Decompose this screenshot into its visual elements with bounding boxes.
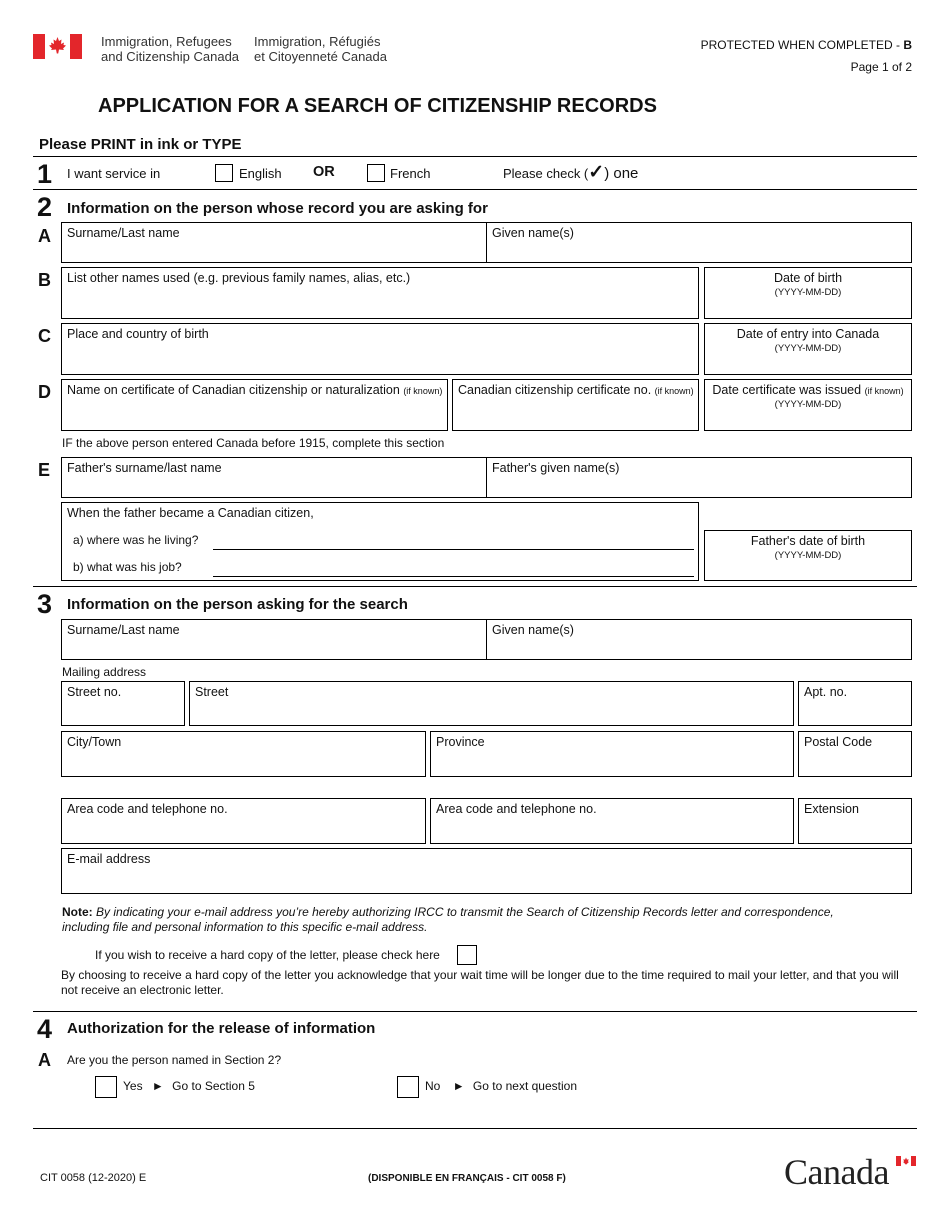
service-language-label: I want service in <box>67 166 161 181</box>
email-note: Note: By indicating your e-mail address you’re hereby authorizing IRCC to transmit the Search of Citizenship Records letter and correspondence, including file and personal information to this specific e-mail address. <box>62 905 834 934</box>
no-checkbox[interactable] <box>397 1076 419 1098</box>
row-letter: C <box>38 326 51 346</box>
section-1-number: 1 <box>37 159 53 189</box>
english-checkbox[interactable] <box>215 164 233 182</box>
wordmark-flag-icon <box>896 1156 916 1166</box>
telephone-field-2[interactable]: Area code and telephone no. <box>430 798 794 844</box>
row-letter: A <box>38 1050 51 1070</box>
canada-wordmark: Canada <box>784 1152 916 1192</box>
please-check-one: Please check (✓) one <box>503 162 639 183</box>
row-letter: E <box>38 460 51 480</box>
divider <box>33 1011 917 1012</box>
yes-option: Yes ► Go to Section 5 <box>123 1079 255 1093</box>
city-field[interactable]: City/Town <box>61 731 426 777</box>
divider <box>33 156 917 157</box>
footer-divider <box>33 1128 917 1129</box>
section-3-title: Information on the person asking for the search <box>67 596 408 613</box>
french-label: French <box>390 166 431 181</box>
father-given-names-field[interactable]: Father's given name(s) <box>486 457 912 498</box>
english-label: English <box>239 166 282 181</box>
french-checkbox[interactable] <box>367 164 385 182</box>
divider <box>33 189 917 190</box>
yes-checkbox[interactable] <box>95 1076 117 1098</box>
certificate-name-field[interactable]: Name on certificate of Canadian citizenship or naturalization (if known) <box>61 379 448 431</box>
postal-code-field[interactable]: Postal Code <box>798 731 912 777</box>
father-living-label: a) where was he living? <box>73 533 199 547</box>
instruction: Please PRINT in ink or TYPE <box>39 136 242 153</box>
section-4-number: 4 <box>37 1014 53 1044</box>
checkmark-icon: ✓ <box>588 162 605 183</box>
requester-surname-field[interactable]: Surname/Last name <box>61 619 487 660</box>
certificate-number-field[interactable]: Canadian citizenship certificate no. (if known) <box>452 379 699 431</box>
french-availability: (DISPONIBLE EN FRANÇAIS - CIT 0058 F) <box>368 1173 566 1184</box>
father-date-of-birth-field[interactable]: Father's date of birth (YYYY-MM-DD) <box>704 530 912 581</box>
extension-field[interactable]: Extension <box>798 798 912 844</box>
no-option: No ► Go to next question <box>425 1079 577 1093</box>
arrow-right-icon: ► <box>151 1079 164 1093</box>
page-number: Page 1 of 2 <box>850 60 912 74</box>
form-identifier: CIT 0058 (12-2020) E <box>40 1172 147 1184</box>
department-name-en: Immigration, Refugees and Citizenship Canada <box>101 34 240 64</box>
divider <box>33 586 917 587</box>
section-4-title: Authorization for the release of information <box>67 1020 376 1037</box>
father-living-input[interactable] <box>213 535 694 550</box>
arrow-right-icon: ► <box>452 1079 465 1093</box>
page-title: APPLICATION FOR A SEARCH OF CITIZENSHIP RECORDS <box>98 95 657 117</box>
mailing-address-label: Mailing address <box>62 665 147 679</box>
apartment-number-field[interactable]: Apt. no. <box>798 681 912 726</box>
date-of-entry-field[interactable]: Date of entry into Canada (YYYY-MM-DD) <box>704 323 912 375</box>
street-number-field[interactable]: Street no. <box>61 681 185 726</box>
row-letter: B <box>38 270 51 290</box>
father-job-input[interactable] <box>213 562 694 577</box>
section-2-number: 2 <box>37 192 53 222</box>
father-citizenship-box: When the father became a Canadian citizen, a) where was he living? b) what was his job? <box>61 502 699 581</box>
other-names-field[interactable]: List other names used (e.g. previous family names, alias, etc.) <box>61 267 699 319</box>
protection-level: PROTECTED WHEN COMPLETED - B <box>700 38 912 52</box>
department-name-fr: Immigration, Réfugiés et Citoyenneté Canada <box>254 34 387 64</box>
section-3-number: 3 <box>37 589 53 619</box>
father-surname-field[interactable]: Father's surname/last name <box>61 457 487 498</box>
certificate-date-field[interactable]: Date certificate was issued (if known) (YYYY-MM-DD) <box>704 379 912 431</box>
before-1915-note: IF the above person entered Canada before 1915, complete this section <box>62 436 445 450</box>
hard-copy-label: If you wish to receive a hard copy of the letter, please check here <box>95 948 440 962</box>
or-label: OR <box>313 164 335 180</box>
row-letter: A <box>38 226 51 246</box>
subject-surname-field[interactable]: Surname/Last name <box>61 222 487 263</box>
section-2-title: Information on the person whose record you are asking for <box>67 200 488 217</box>
same-person-question: Are you the person named in Section 2? <box>67 1053 282 1067</box>
province-field[interactable]: Province <box>430 731 794 777</box>
requester-given-names-field[interactable]: Given name(s) <box>486 619 912 660</box>
hard-copy-note: By choosing to receive a hard copy of the letter you acknowledge that your wait time will be longer due to the time required to mail your letter, and that you will not receive an electronic letter. <box>61 968 899 997</box>
email-field[interactable]: E-mail address <box>61 848 912 894</box>
father-job-label: b) what was his job? <box>73 560 182 574</box>
street-field[interactable]: Street <box>189 681 794 726</box>
place-of-birth-field[interactable]: Place and country of birth <box>61 323 699 375</box>
hard-copy-checkbox[interactable] <box>457 945 477 965</box>
date-of-birth-field[interactable]: Date of birth (YYYY-MM-DD) <box>704 267 912 319</box>
row-letter: D <box>38 382 51 402</box>
subject-given-names-field[interactable]: Given name(s) <box>486 222 912 263</box>
canada-flag-icon <box>33 34 82 59</box>
telephone-field-1[interactable]: Area code and telephone no. <box>61 798 426 844</box>
